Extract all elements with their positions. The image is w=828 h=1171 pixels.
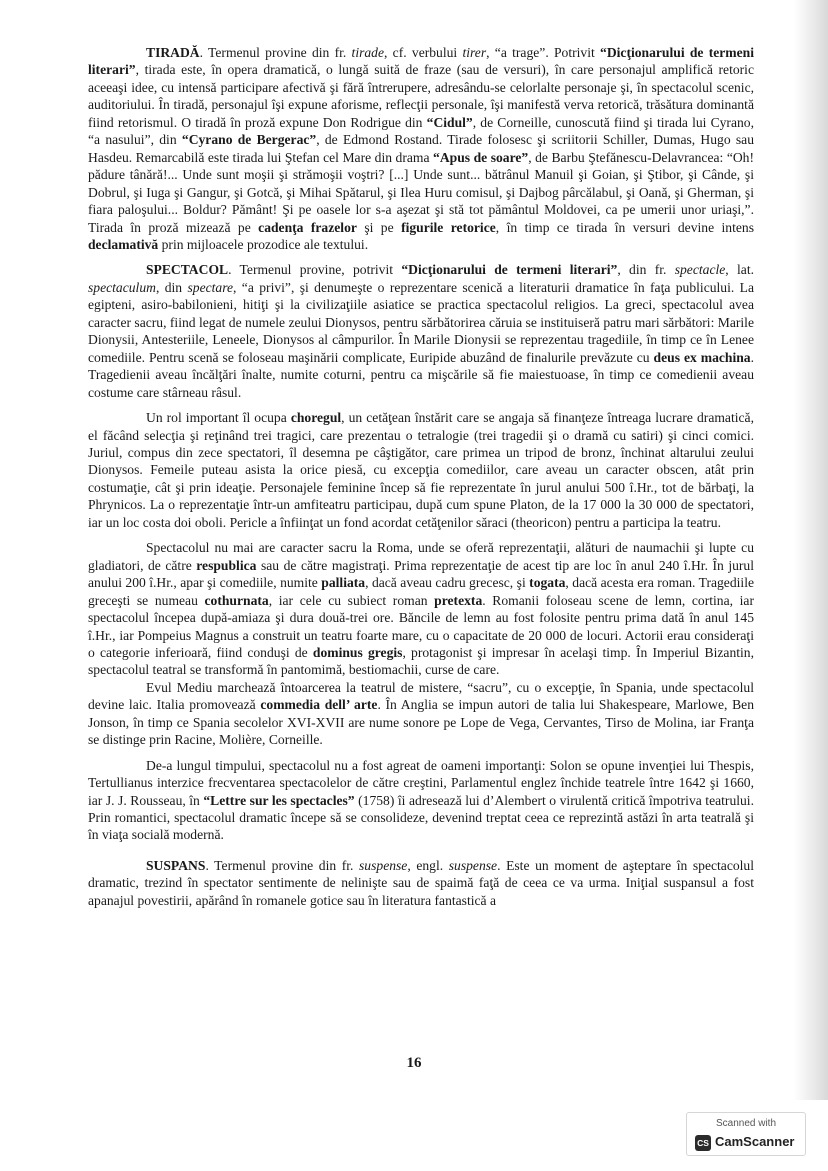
camscanner-logo-icon: CS [695,1135,711,1151]
text-run: Evul Mediu marchează întoarcerea la teatrul de mistere, “sacru”, cu o excepţie, în Spania, unde spectacolul devine laic. Italia promovează [88,679,754,713]
page-number: 16 [406,1055,422,1071]
bold-run: declamativă [88,236,159,252]
text-run: , din fr. [617,262,675,278]
bold-run: respublica [196,557,257,573]
bold-run: dominus gregis [312,644,403,660]
document-page [88,44,754,909]
text-run: . Tragedienii aveau încălţări înalte, numite coturni, pentru ca mişcările să fie maiestuoase, în timp ce comedienii aveau costume care stârneau râsul. [88,349,754,400]
italic-run: suspense [359,857,408,873]
entry-suspans [88,857,754,909]
paragraph-choregul [88,409,754,531]
bold-run: TIRADĂ [146,45,200,60]
text-run: , din [155,279,188,295]
text-run: . Termenul provine, potrivit [228,262,402,278]
bold-run: figurile retorice [401,219,496,235]
bold-run: “Apus de soare” [433,149,529,165]
bold-run: “Cyrano de Bergerac” [181,132,317,148]
paragraph-roma [88,539,754,679]
text-run: , lat. [725,262,754,278]
text-run: , iar cele cu subiect roman [268,592,435,608]
italic-run: spectare [187,279,234,295]
italic-run: suspense [448,857,498,873]
text-run: . Termenul provine din fr. [205,857,360,873]
text-run: , cf. verbului [384,45,463,60]
bold-run: “Lettre sur les spectacles” [203,792,355,808]
text-run: , dacă acesta era roman. Tragediile greceşti se numeau [88,575,755,608]
italic-run: tirade [351,45,385,60]
italic-run: spectacle [674,262,726,278]
bold-run: SPECTACOL [146,262,229,278]
text-run: sau de către magistraţi. Prima reprezentaţie de acest tip are loc în anul 240 î.Hr. În jurul anului 200 î.Hr., apar şi comediile, numite [88,557,755,591]
bold-run: “Dicţionarului de termeni literari” [88,45,754,78]
bold-run: pretexta [434,592,483,608]
text-run: , tirada este, în opera dramatică, o lungă suită de fraze (sau de versuri), în care personajul amplifică retoric aceeaşi idee, cu intensă participare afectivă şi fără întrerupere, adresându-se celorlalte personaje şi, în spectacolul scenic, auditoriului. În tiradă, personajul îşi expune aforisme, reflecţii personale, îşi manifestă verva retorică, trăsătura dominantă fiind retorismul. O tiradă în proză expune Don Rodrigue din [88,62,754,130]
text-run: (1758) îi adresează lui d’Alembert o virulentă critică împotriva teatrului. Prin romantici, spectacolul dramatic începe să se consolideze, devenind treptat ceea ce reprezintă astăzi în arta teatrală şi în viaţa socială modernă. [88,792,754,843]
text-run: , “a trage”. Potrivit [486,45,601,60]
text-run: şi pe [356,219,402,235]
text-run: , un cetăţean înstărit care se angaja să finanţeze întreaga lucrare dramatică, el făcând selecţia şi reţinând trei tragici, care prezentau o tetralogie (trei tragedii şi o dramă cu satiri) şi cinci comici. Juriul, compus din zece spectatori, îl desemna pe câştigător, care primea un tripod de bronz, închinat altarului zeului Dionysos. Femeile puteau asista la orice piesă, cu excepţia comediilor, care aveau un caracter obscen, atât prin costumaţie, cât şi prin ideaţie. Personajele feminine încep să fie reprezentate în jurul anului 500 î.Hr., tot de bărbaţi, la Phrynicos. La o reprezentaţie într-un amfiteatru participau, după cum spune Platon, de la 17 000 la 30 000 de spectatori, iar un loc costa doi oboli. Pericle a înfiinţat un fond acordat cetăţenilor săraci (theoricon) pentru a participa la teatru. [88,410,754,530]
camscanner-name: CamScanner [715,1134,795,1149]
paragraph-evul-mediu [88,679,754,749]
text-run: , în timp ce tirada în versuri devine intens [495,219,755,235]
bold-run: cothurnata [204,592,269,608]
page-edge-shadow [794,0,828,1100]
bold-run: SUSPANS [146,857,206,873]
scanned-with-label: Scanned with [715,1118,777,1129]
text-run: Spectacolul nu mai are caracter sacru la Roma, unde se oferă reprezentaţii, alături de naumachii şi lupte cu gladiatori, de către [88,540,754,573]
text-run: . Este un moment de aşteptare în spectacolul dramatic, trezind în spectator sentimente de nelinişte sau de spaimă faţă de ceea ce va urma. Iniţial suspansul a fost apanajul povestirii, apărând în romanele gotice sau în literatura fantastică a [88,857,755,908]
text-run: prin mijloacele prozodice ale textului. [158,236,369,252]
bold-run: “Dicţionarului de termeni literari” [401,262,618,278]
text-run: , de Barbu Ştefănescu-Delavrancea: “Oh! pădure tânără!... Unde sunt moşii şi strămoşii voştri? [...] Unde sunt... bătrânul Manuil şi Goian, şi Ştibor, şi Cânde, şi Dobrul, şi Iuga şi Gangur, şi Gotcă, şi Mihai Spătarul, şi Ilea Huru comisul, şi Dajbog pârcălabul, şi Oană, şi Gherman, şi fiara paloşului... Boldur? Pământ! Şi pe oasele lor s-a aşezat şi stă tot pământul Moldovei, ca pe umerii unor uriaşi,”. Tirada în proză mizează pe [88,149,754,235]
text-run: . Termenul provine din fr. [199,45,352,60]
bold-run: choregul [290,410,342,426]
text-run: . Romanii foloseau scene de lemn, cortina, iar spectacolul începea după-amiaza şi dura două-trei ore. Băncile de lemn au fost folosite pentru prima dată în anul 145 î.Hr., iar Pompeius Magnus a construit un teatru foarte mare, cu o capacitate de 20 000 de locuri. Actorii erau consideraţi o categorie inferioară, fiind conduşi de [88,592,754,660]
italic-run: tirer [462,45,487,60]
text-run: Un rol important îl ocupa [146,410,291,426]
paragraph-critici [88,757,754,844]
bold-run: “Cidul” [426,114,473,130]
text-run: , de Corneille, cunoscută fiind şi tirada lui Cyrano, “a nasului”, din [88,114,754,148]
text-run: , protagonist şi impresar în acelaşi timp. În Imperiul Bizantin, spectacolul teatral se transformă în pantomimă, bestiomachii, curse de care. [88,644,754,678]
bold-run: deus ex machina [653,349,751,365]
text-run: , engl. [407,857,449,873]
bold-run: commedia dell’ arte [260,697,378,713]
italic-run: spectaculum [88,279,156,295]
entry-spectacol [88,261,754,401]
text-run: De-a lungul timpului, spectacolul nu a fost agreat de oameni importanţi: Solon se opune invenţiei lui Thespis, Tertullianus interzice frecventarea spectacolelor de către creştini, Parlamentul englez închide teatrele între 1642 şi 1660, iar J. J. Rousseau, în [88,757,754,808]
entry-tirada [88,44,754,253]
bold-run: palliata [321,575,366,591]
text-run: , dacă aveau cadru grecesc, şi [365,575,530,591]
text-run: . În Anglia se impun autori de talia lui Shakespeare, Marlowe, Ben Jonson, în timp ce Spania secolelor XVI-XVII are nume sonore pe Lope de Vega, Cervantes, Tirso de Molina, iar Franţa se distinge prin Racine, Molière, Corneille. [88,697,755,748]
text-run: , de Edmond Rostand. Tirade folosesc şi scriitorii Schiller, Dumas, Hugo sau Hasdeu. Remarcabilă este tirada lui Ştefan cel Mare din drama [88,132,754,165]
bold-run: cadenţa frazelor [258,219,357,235]
camscanner-watermark [686,1112,806,1156]
bold-run: togata [529,575,566,591]
text-run: , “a privi”, şi denumeşte o reprezentare scenică a literaturii dramatice în faţa publicului. La egipteni, asiro-babilonieni, hitiţi şi la civilizaţiile asiatice se practica spectacolul religios. La greci, spectacolul avea caracter sacru, fiind legat de numele zeului Dionysos, pentru sărbătorirea căruia se instituiseră patru mari sărbători: Marile Dionysii, Antesteriile, Leneele, Dionysos al câmpurilor. În Marile Dionysii se reprezentau tragediile, în timp ce în Lenee comediile. Pentru scenă se foloseau maşinării complicate, Euripide abuzând de finalurile prevăzute cu [88,279,754,365]
